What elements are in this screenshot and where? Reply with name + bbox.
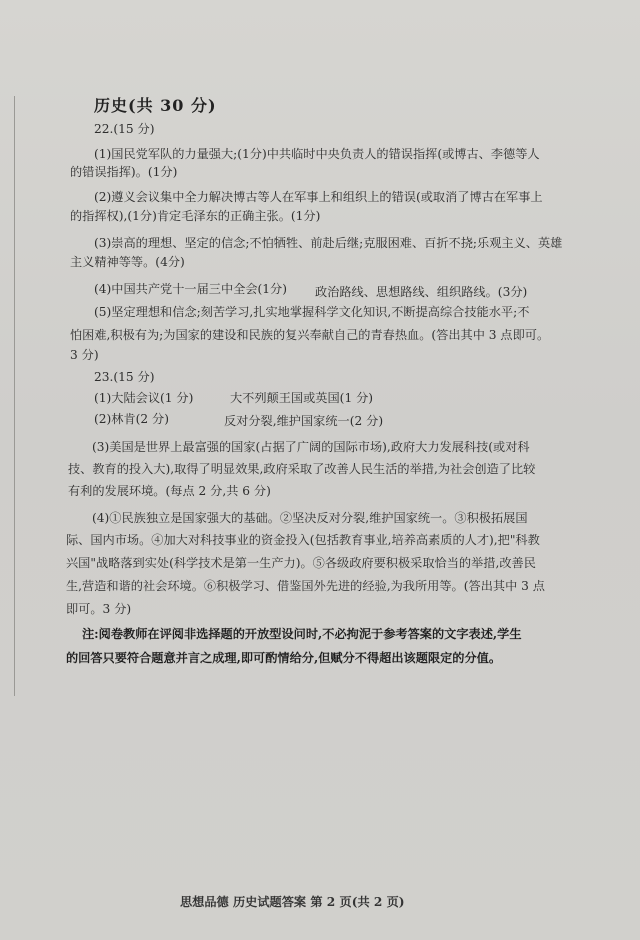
q23-p4: (4)①民族独立是国家强大的基础。②坚决反对分裂,维护国家统一。③积极拓展国	[92, 511, 528, 525]
section-title: 历史(共 30 分)	[94, 96, 217, 115]
q23-p3-cont: 技、教育的投入大),取得了明显效果,政府采取了改善人民生活的举措,为社会创造了比较	[68, 462, 536, 476]
q23-p3: (3)美国是世界上最富强的国家(占据了广阔的国际市场),政府大力发展科技(或对科	[92, 440, 530, 454]
q23-p1-a: (1)大陆会议(1 分)	[94, 391, 194, 405]
grading-note-line1: 注:阅卷教师在评阅非选择题的开放型设问时,不必拘泥于参考答案的文字表述,学生	[82, 627, 522, 641]
q22-p1-cont: 的错误指挥)。(1分)	[70, 165, 178, 179]
q23-p2-b: 反对分裂,维护国家统一(2 分)	[224, 414, 384, 428]
page-footer: 思想品德 历史试题答案 第 2 页(共 2 页)	[180, 895, 405, 909]
q22-p2: (2)遵义会议集中全力解决博古等人在军事上和组织上的错误(或取消了博古在军事上	[94, 190, 543, 204]
q22-p3-cont: 主义精神等等。(4分)	[70, 255, 185, 269]
q23-p1-b: 大不列颠王国或英国(1 分)	[230, 391, 374, 405]
q23-p4-cont3: 生,营造和谐的社会环境。⑥积极学习、借鉴国外先进的经验,为我所用等。(答出其中 3 点	[66, 579, 545, 593]
q22-p5-cont: 怕困难,积极有为;为国家的建设和民族的复兴奉献自己的青春热血。(答出其中 3 点即可。	[70, 328, 550, 342]
q23-p3-end: 有利的发展环境。(每点 2 分,共 6 分)	[68, 484, 271, 498]
q22-p4-b: 政治路线、思想路线、组织路线。(3分)	[315, 285, 528, 299]
q22-p5: (5)坚定理想和信念;刻苦学习,扎实地掌握科学文化知识,不断提高综合技能水平;不	[94, 305, 530, 319]
q22-p1: (1)国民党军队的力量强大;(1分)中共临时中央负责人的错误指挥(或博古、李德等人	[94, 147, 540, 161]
q23-p4-end: 即可。3 分)	[66, 602, 132, 616]
q22-header: 22.(15 分)	[94, 122, 155, 136]
q22-p5-end: 3 分)	[70, 348, 99, 362]
q23-p4-cont2: 兴国"战略落到实处(科学技术是第一生产力)。⑤各级政府要积极采取恰当的举措,改善民	[66, 556, 536, 570]
q23-p4-cont1: 际、国内市场。④加大对科技事业的资金投入(包括教育事业,培养高素质的人才),把"科教	[66, 533, 540, 547]
grading-note-line2: 的回答只要符合题意并言之成理,即可酌情给分,但赋分不得超出该题限定的分值。	[66, 651, 502, 665]
q22-p2-cont: 的指挥权),(1分)肯定毛泽东的正确主张。(1分)	[70, 209, 321, 223]
q22-p4-a: (4)中国共产党十一届三中全会(1分)	[94, 282, 287, 296]
q23-p2-a: (2)林肯(2 分)	[94, 412, 169, 426]
page-edge-line	[14, 96, 15, 696]
q22-p3: (3)崇高的理想、坚定的信念;不怕牺牲、前赴后继;克服困难、百折不挠;乐观主义、英雄	[94, 236, 563, 250]
q23-header: 23.(15 分)	[94, 370, 155, 384]
